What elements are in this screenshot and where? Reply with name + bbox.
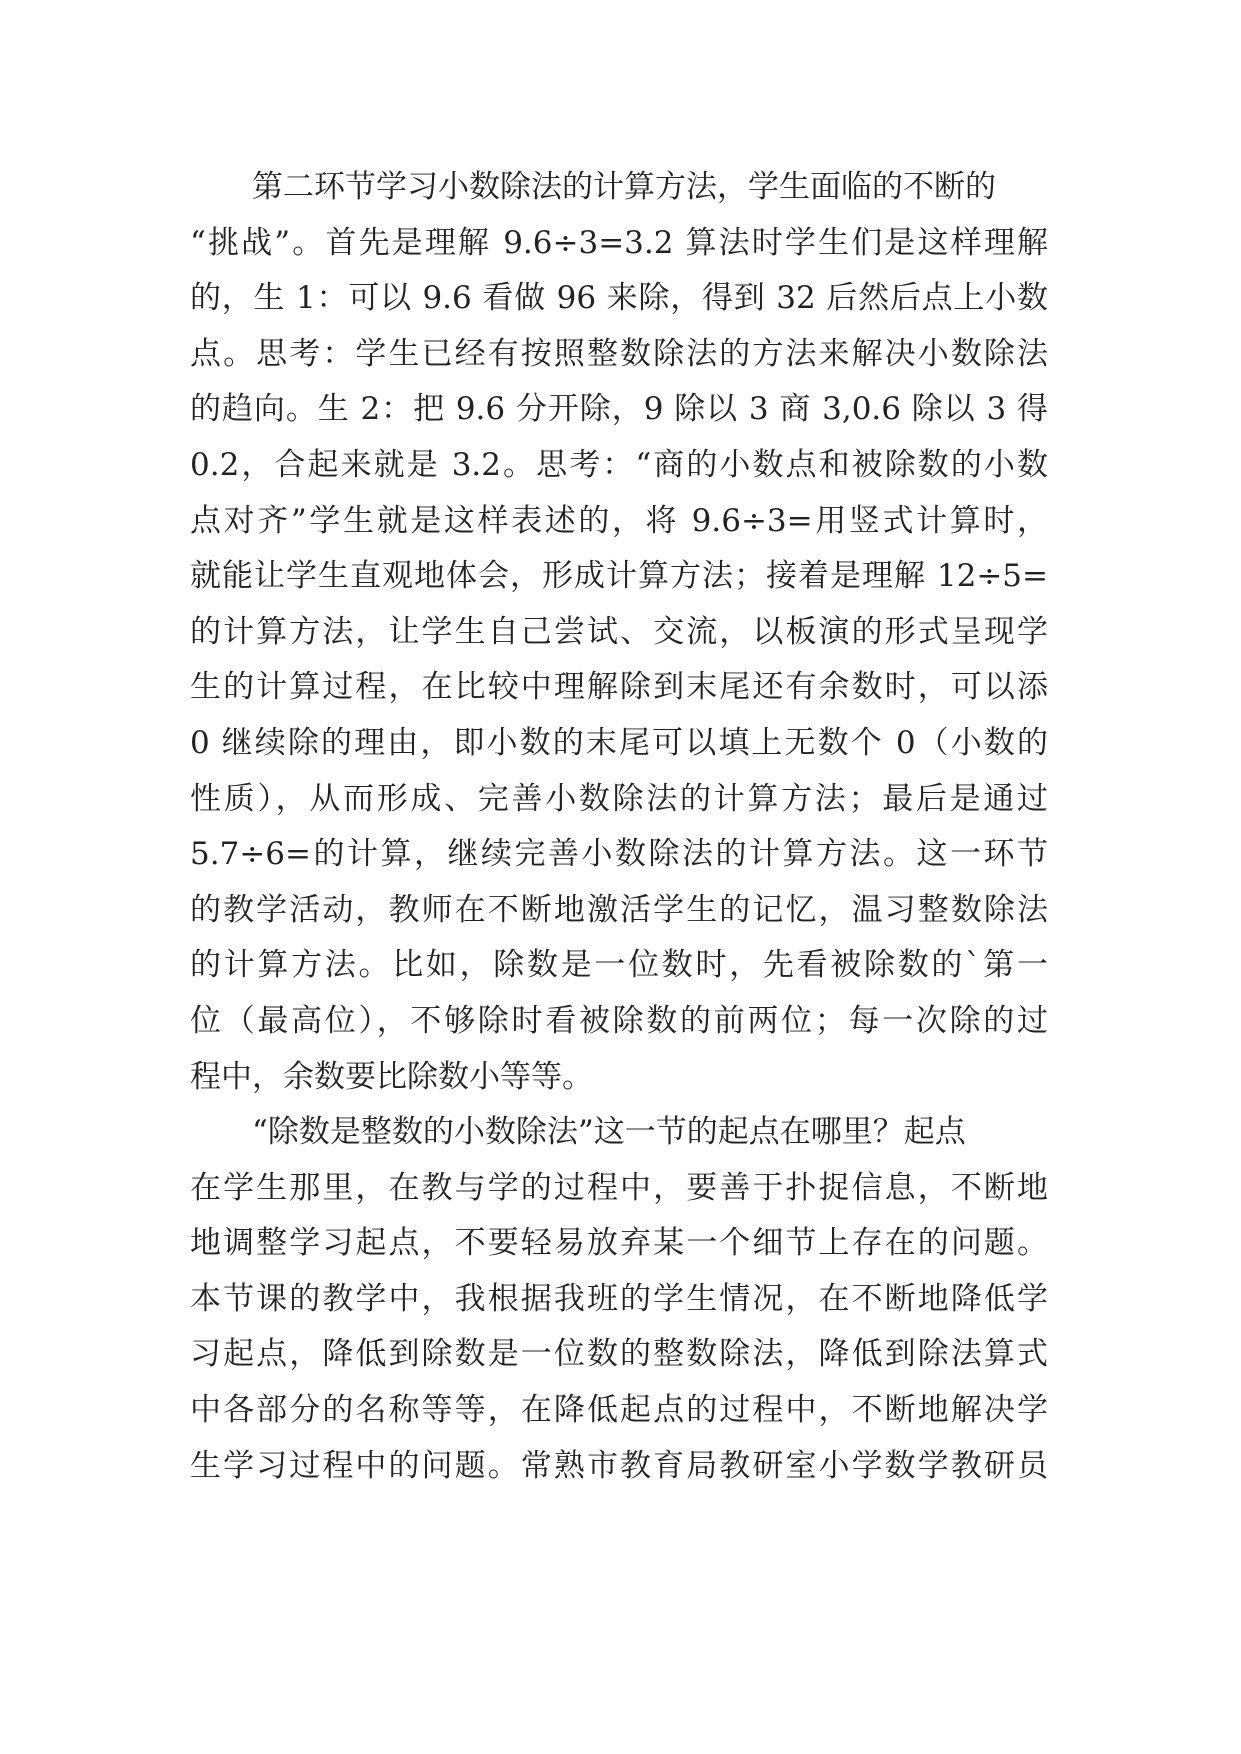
body-text	[190, 160, 1048, 1494]
text-line: 生的计算过程，在比较中理解除到末尾还有余数时，可以添	[190, 669, 1048, 706]
text-line: 点。思考：学生已经有按照整数除法的方法来解决小数除法	[190, 335, 1048, 372]
text-line: 点对齐”学生就是这样表述的，将 9.6÷3=用竖式计算时，	[190, 502, 1048, 539]
text-line: “除数是整数的小数除法”这一节的起点在哪里？起点	[190, 1114, 966, 1151]
text-line: 地调整学习起点，不要轻易放弃某一个细节上存在的问题。	[190, 1225, 1048, 1262]
text-line: 本节课的教学中，我根据我班的学生情况，在不断地降低学	[190, 1280, 1048, 1317]
text-line: 的趋向。生 2：把 9.6 分开除，9 除以 3 商 3,0.6 除以 3 得	[190, 391, 1048, 428]
text-line: 第二环节学习小数除法的计算方法，学生面临的不断的	[190, 169, 996, 205]
text-line: 位（最高位），不够除时看被除数的前两位；每一次除的过	[190, 1002, 1048, 1039]
text-line: 的教学活动，教师在不断地激活学生的记忆，温习整数除法	[190, 891, 1048, 928]
paragraph-1	[190, 160, 1048, 1105]
text-line: 性质），从而形成、完善小数除法的计算方法；最后是通过	[190, 780, 1048, 817]
paragraph-2	[190, 1105, 1048, 1494]
text-line: 的，生 1：可以 9.6 看做 96 来除，得到 32 后然后点上小数	[190, 280, 1048, 317]
text-line: 0.2，合起来就是 3.2。思考：“商的小数点和被除数的小数	[190, 446, 1048, 483]
text-line: 中各部分的名称等等，在降低起点的过程中，不断地解决学	[190, 1392, 1048, 1429]
text-line: 的计算方法，让学生自己尝试、交流，以板演的形式呈现学	[190, 613, 1048, 650]
text-line: 的计算方法。比如，除数是一位数时，先看被除数的`第一	[190, 947, 1048, 984]
text-line: 0 继续除的理由，即小数的末尾可以填上无数个 0（小数的	[190, 724, 1048, 761]
text-line: 就能让学生直观地体会，形成计算方法；接着是理解 12÷5=	[190, 558, 1048, 595]
text-line: “挑战”。首先是理解 9.6÷3=3.2 算法时学生们是这样理解	[190, 224, 1048, 261]
text-line: 生学习过程中的问题。常熟市教育局教研室小学数学教研员	[190, 1447, 1048, 1484]
text-line: 5.7÷6=的计算，继续完善小数除法的计算方法。这一环节	[190, 836, 1048, 873]
text-line: 在学生那里，在教与学的过程中，要善于扑捉信息，不断地	[190, 1169, 1048, 1206]
text-line: 程中，余数要比除数小等等。	[190, 1058, 593, 1095]
text-line: 习起点，降低到除数是一位数的整数除法，降低到除法算式	[190, 1336, 1048, 1373]
